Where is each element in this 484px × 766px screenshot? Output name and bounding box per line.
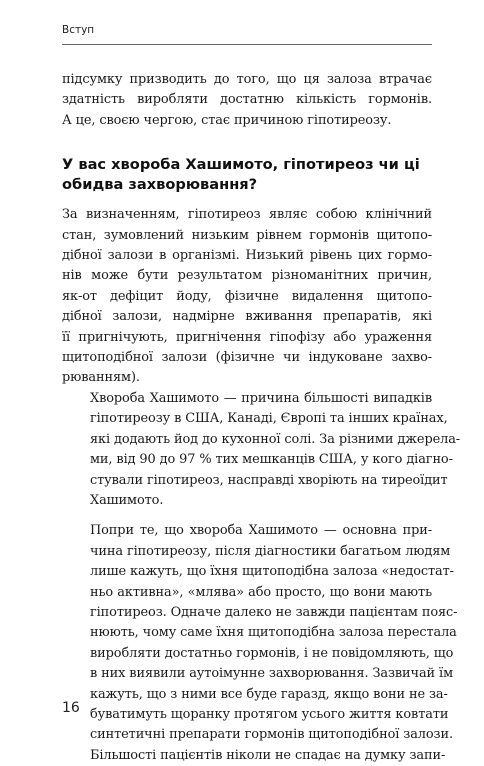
page-number: 16 — [62, 700, 80, 716]
body-paragraph-1 — [62, 205, 432, 389]
text-line: дібної залози, надмірне вживання препаратів, які — [62, 309, 432, 325]
body-paragraph-3 — [62, 521, 458, 766]
text-line: чина гіпотиреозу, після діагностики багатьом людям — [90, 543, 451, 559]
text-line: кажуть, що з ними все буде гаразд, якщо вони не за- — [90, 686, 448, 702]
text-line: дібної залози в організмі. Низький рівень цих гормо- — [62, 248, 432, 264]
text-line: нів може бути результатом різноманітних причин, — [62, 268, 432, 284]
running-head: Вступ — [62, 24, 95, 36]
intro-paragraph — [62, 70, 432, 131]
text-line: стували гіпотиреоз, насправді хворіють на тиреоїдит — [90, 472, 448, 488]
text-line: Більшості пацієнтів ніколи не спадає на думку запи- — [90, 747, 446, 763]
page-content — [62, 70, 461, 766]
text-line: стан, зумовлений низьким рівнем гормонів щитопо- — [62, 227, 432, 243]
text-line: як-от дефіцит йоду, фізичне видалення щитопо- — [62, 288, 432, 304]
header-rule — [62, 44, 432, 45]
text-line: її пригнічують, пригнічення гіпофізу або ураження — [62, 329, 432, 345]
text-line: лише кажуть, що їхня щитоподібна залоза «недостат- — [90, 564, 454, 580]
text-line: Хашимото. — [90, 492, 164, 508]
text-line: гіпотиреоз. Одначе далеко не завжди пацієнтам пояс- — [90, 604, 458, 620]
title-line: У вас хвороба Хашимото, гіпотиреоз чи ці — [62, 156, 420, 174]
text-line: ми, від 90 до 97 % тих мешканців США, у кого діагно- — [90, 452, 453, 468]
paragraph-gap — [62, 511, 432, 521]
text-line: в них виявили аутоімунне захворювання. Зазвичай їм — [90, 666, 453, 682]
text-line: рюванням). — [62, 370, 140, 386]
text-line: За визначенням, гіпотиреоз являє собою клінічний — [62, 207, 432, 223]
section-title — [62, 155, 432, 195]
text-line: здатність виробляти достатню кількість гормонів. — [62, 92, 432, 108]
text-line: нюють, чому саме їхня щитоподібна залоза перестала — [90, 625, 457, 641]
title-line: обидва захворювання? — [62, 176, 258, 194]
text-line: щитоподібної залози (фізичне чи індуковане захво- — [62, 350, 432, 366]
text-line: ньо активна», «млява» або просто, що вони мають — [90, 584, 432, 600]
body-paragraph-2 — [62, 389, 461, 511]
text-line: синтетичні препарати гормонів щитоподібної залози. — [90, 727, 453, 743]
text-line: Хвороба Хашимото — причина більшості випадків — [90, 390, 432, 406]
text-line: А це, своєю чергою, стає причиною гіпотиреозу. — [62, 112, 392, 128]
text-line: виробляти достатньо гормонів, і не повідомляють, що — [90, 645, 454, 661]
text-line: Попри те, що хвороба Хашимото — основна при- — [90, 523, 432, 539]
text-line: гіпотиреозу в США, Канаді, Європі та інших країнах, — [90, 411, 448, 427]
text-line: підсумку призводить до того, що ця залоза втрачає — [62, 72, 432, 87]
text-line: буватимуть щоранку протягом усього життя ковтати — [90, 706, 449, 722]
text-line: які додають йод до кухонної солі. За різними джерела- — [90, 431, 461, 447]
